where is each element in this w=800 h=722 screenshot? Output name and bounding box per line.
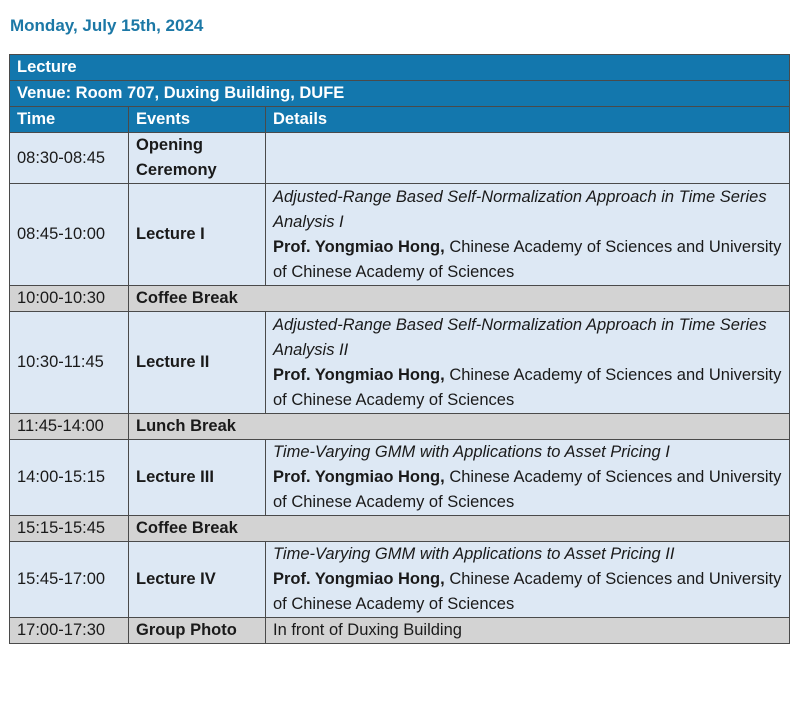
header-time: Time [10,107,129,133]
speaker-line [273,567,782,617]
event-cell: Opening Ceremony [129,133,266,184]
event-cell: Lecture III [129,440,266,516]
time-cell: 08:30-08:45 [10,133,129,184]
event-cell: Group Photo [129,618,266,644]
lecture-title: Time-Varying GMM with Applications to Asset Pricing II [273,545,675,563]
time-cell: 08:45-10:00 [10,184,129,286]
time-cell: 10:30-11:45 [10,312,129,414]
event-cell: Coffee Break [129,516,790,542]
speaker-name: Prof. Yongmiao Hong, [273,468,445,486]
speaker-affiliation: Chinese Academy of Sciences and University of Chinese Academy of Sciences [273,468,782,511]
time-cell: 11:45-14:00 [10,414,129,440]
event-cell: Coffee Break [129,286,790,312]
speaker-affiliation: Chinese Academy of Sciences and University of Chinese Academy of Sciences [273,365,782,409]
table-row [10,184,790,286]
header-details: Details [266,107,790,133]
speaker-name: Prof. Yongmiao Hong, [273,365,445,384]
time-cell: 17:00-17:30 [10,618,129,644]
details-cell [266,312,790,414]
speaker-affiliation: Chinese Academy of Sciences and University of Chinese Academy of Sciences [273,237,782,281]
schedule-table [9,54,790,644]
event-cell: Lunch Break [129,414,790,440]
details-cell [266,133,790,184]
details-cell [266,440,790,516]
event-cell: Lecture I [129,184,266,286]
speaker-name: Prof. Yongmiao Hong, [273,237,445,256]
venue-row [10,81,790,107]
speaker-affiliation: Chinese Academy of Sciences and University of Chinese Academy of Sciences [273,570,782,613]
details-cell: In front of Duxing Building [266,618,790,644]
header-events: Events [129,107,266,133]
speaker-line [273,465,782,515]
table-title: Lecture [10,55,790,81]
time-cell: 14:00-15:15 [10,440,129,516]
table-row [10,312,790,414]
table-row [10,542,790,618]
details-cell [266,542,790,618]
schedule-date: Monday, July 15th, 2024 [10,16,204,35]
lecture-title: Adjusted-Range Based Self-Normalization Approach in Time Series Analysis I [273,187,767,231]
lecture-title: Time-Varying GMM with Applications to Asset Pricing I [273,443,670,461]
column-header-row [10,107,790,133]
break-row [10,516,790,542]
break-row [10,286,790,312]
break-row [10,414,790,440]
table-row [10,440,790,516]
details-cell [266,184,790,286]
time-cell: 15:15-15:45 [10,516,129,542]
break-row [10,618,790,644]
time-cell: 10:00-10:30 [10,286,129,312]
time-cell: 15:45-17:00 [10,542,129,618]
event-cell: Lecture II [129,312,266,414]
event-cell: Lecture IV [129,542,266,618]
speaker-line [273,363,782,413]
lecture-title: Adjusted-Range Based Self-Normalization Approach in Time Series Analysis II [273,315,767,359]
table-row [10,133,790,184]
venue-text: Venue: Room 707, Duxing Building, DUFE [10,81,790,107]
speaker-line [273,235,782,285]
speaker-name: Prof. Yongmiao Hong, [273,570,445,588]
table-title-row [10,55,790,81]
